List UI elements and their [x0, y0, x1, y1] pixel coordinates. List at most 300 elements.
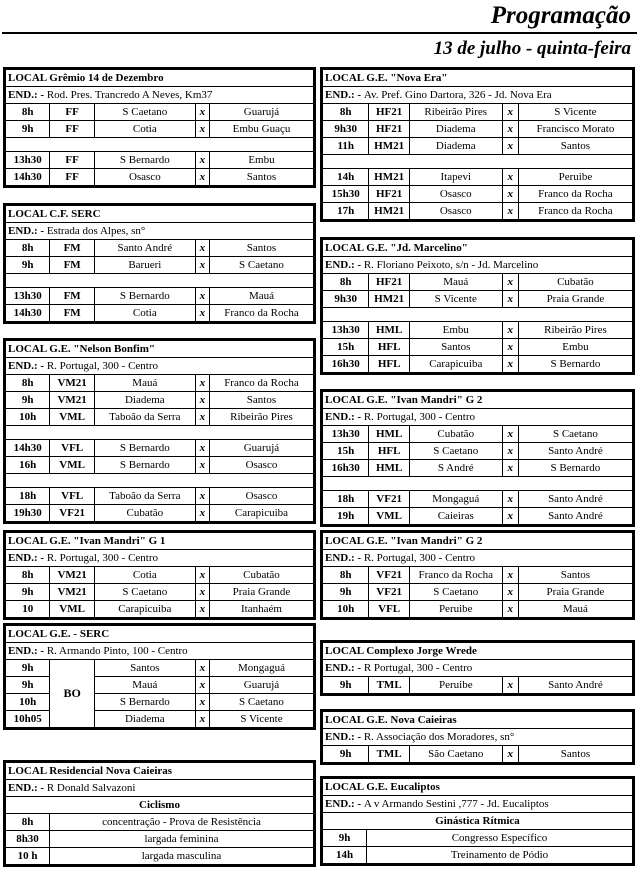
- versus-mark: x: [195, 457, 209, 474]
- category-code: VF21: [369, 584, 409, 601]
- versus-mark: x: [502, 584, 518, 601]
- venue-title: G.E. "Jd. Marcelino": [366, 241, 468, 254]
- team-away: Santo André: [518, 677, 632, 694]
- versus-mark: x: [195, 305, 209, 322]
- category-code: HM21: [369, 138, 409, 155]
- versus-mark: x: [195, 601, 209, 618]
- category-code: VML: [50, 601, 94, 618]
- venue-address: [6, 358, 314, 375]
- venue-title: C.F. SERC: [49, 207, 101, 220]
- event-time: 8h: [6, 814, 50, 831]
- versus-mark: x: [502, 274, 518, 291]
- table-row: [323, 677, 633, 694]
- address-label: END.: -: [325, 88, 364, 101]
- versus-mark: x: [502, 356, 518, 373]
- venue-table: [322, 711, 633, 763]
- match-time: 15h30: [323, 186, 369, 203]
- category-code: VF21: [369, 567, 409, 584]
- table-row: [6, 584, 314, 601]
- spacer-cell: [323, 155, 633, 169]
- category-code: FF: [50, 152, 94, 169]
- versus-mark: x: [195, 505, 209, 522]
- team-home: Peruibe: [409, 677, 502, 694]
- versus-mark: x: [502, 291, 518, 308]
- venue-table: [5, 69, 314, 186]
- spacer-cell: [6, 274, 314, 288]
- versus-mark: x: [195, 257, 209, 274]
- match-time: 18h: [323, 491, 369, 508]
- table-row: [323, 426, 633, 443]
- team-away: Ribeirão Pires: [209, 409, 313, 426]
- local-label: LOCAL: [325, 644, 367, 657]
- versus-mark: x: [502, 322, 518, 339]
- category-code: FM: [50, 288, 94, 305]
- versus-mark: x: [502, 203, 518, 220]
- team-home: Diadema: [94, 392, 195, 409]
- category-code: HFL: [369, 339, 409, 356]
- address-label: END.: -: [325, 551, 364, 564]
- venue-table: [5, 532, 314, 618]
- team-home: Taboão da Serra: [94, 409, 195, 426]
- address-label: END.: -: [8, 644, 47, 657]
- match-time: 9h: [6, 660, 50, 677]
- match-time: 14h30: [6, 169, 50, 186]
- table-row: [6, 392, 314, 409]
- versus-mark: x: [195, 288, 209, 305]
- team-away: Santos: [518, 746, 632, 763]
- match-time: 15h: [323, 443, 369, 460]
- table-row: [6, 288, 314, 305]
- address-text: A v Armando Sestini ,777 - Jd. Eucaliptos: [363, 797, 549, 810]
- venue-title: Grêmio 14 de Dezembro: [49, 71, 164, 84]
- match-time: 9h: [6, 584, 50, 601]
- team-away: Praia Grande: [518, 291, 632, 308]
- address-label: END.: -: [325, 410, 364, 423]
- table-row: [6, 505, 314, 522]
- match-time: 9h: [6, 121, 50, 138]
- team-away: S Caetano: [209, 257, 313, 274]
- match-time: 8h: [6, 375, 50, 392]
- team-home: Caieiras: [409, 508, 502, 525]
- versus-mark: x: [195, 660, 209, 677]
- category-code: FF: [50, 169, 94, 186]
- category-code: HM21: [369, 203, 409, 220]
- category-code: HML: [369, 426, 409, 443]
- versus-mark: x: [195, 694, 209, 711]
- versus-mark: x: [502, 121, 518, 138]
- table-row: [6, 375, 314, 392]
- versus-mark: x: [502, 138, 518, 155]
- team-away: Osasco: [209, 457, 313, 474]
- category-code: HML: [369, 322, 409, 339]
- table-row: [6, 488, 314, 505]
- venue-block: [320, 709, 635, 765]
- team-home: Santos: [409, 339, 502, 356]
- table-row: [6, 104, 314, 121]
- address-label: END.: -: [8, 359, 47, 372]
- venue-table: [5, 625, 314, 728]
- category-code: TML: [369, 677, 409, 694]
- team-home: Diadema: [409, 138, 502, 155]
- venue-name: [323, 643, 633, 660]
- team-away: Santos: [209, 392, 313, 409]
- match-time: 8h: [323, 274, 369, 291]
- team-away: Santos: [209, 169, 313, 186]
- versus-mark: x: [195, 409, 209, 426]
- versus-mark: x: [502, 443, 518, 460]
- match-time: 10h05: [6, 711, 50, 728]
- spacer-cell: [323, 477, 633, 491]
- venue-name: [323, 240, 633, 257]
- team-away: Santo André: [518, 508, 632, 525]
- table-row: [6, 121, 314, 138]
- venue-table: [322, 532, 633, 618]
- category-code: HFL: [369, 356, 409, 373]
- address-text: R. Portugal, 300 - Centro: [363, 551, 476, 564]
- table-row: [323, 104, 633, 121]
- spacer-cell: [323, 308, 633, 322]
- venue-address: [323, 257, 633, 274]
- venue-name: [6, 533, 314, 550]
- match-time: 16h30: [323, 460, 369, 477]
- versus-mark: x: [195, 375, 209, 392]
- versus-mark: x: [195, 152, 209, 169]
- team-home: Cubatão: [94, 505, 195, 522]
- versus-mark: x: [195, 104, 209, 121]
- category-code: HFL: [369, 443, 409, 460]
- table-row: [323, 601, 633, 618]
- versus-mark: x: [502, 426, 518, 443]
- venue-title: G.E. "Nova Era": [366, 71, 448, 84]
- venue-address: [323, 87, 633, 104]
- venue-address: [6, 780, 314, 797]
- team-home: S Bernardo: [94, 152, 195, 169]
- event-description: largada feminina: [50, 831, 314, 848]
- table-row: [323, 274, 633, 291]
- team-home: Barueri: [94, 257, 195, 274]
- venue-block: [3, 530, 316, 620]
- match-time: 8h: [323, 567, 369, 584]
- address-label: END.: -: [325, 661, 364, 674]
- team-away: Santos: [518, 567, 632, 584]
- match-time: 13h30: [6, 152, 50, 169]
- category-code: FF: [50, 104, 94, 121]
- team-away: Franco da Rocha: [209, 305, 313, 322]
- venue-name: [6, 206, 314, 223]
- versus-mark: x: [502, 601, 518, 618]
- match-time: 13h30: [323, 426, 369, 443]
- team-home: Cubatão: [409, 426, 502, 443]
- table-row: [323, 830, 633, 847]
- team-home: Cotia: [94, 305, 195, 322]
- event-time: 8h30: [6, 831, 50, 848]
- table-row: [323, 443, 633, 460]
- spacer-cell: [6, 474, 314, 488]
- venue-table: [322, 391, 633, 525]
- versus-mark: x: [502, 339, 518, 356]
- venue-title: G.E. - SERC: [49, 627, 110, 640]
- category-code: FF: [50, 121, 94, 138]
- team-home: Mauá: [409, 274, 502, 291]
- team-home: Osasco: [409, 186, 502, 203]
- team-away: Guarujá: [209, 440, 313, 457]
- team-home: Santos: [94, 660, 195, 677]
- match-time: 9h: [6, 677, 50, 694]
- address-text: R. Floriano Peixoto, s/n - Jd. Marcelino: [363, 258, 539, 271]
- table-row: [323, 291, 633, 308]
- match-time: 8h: [6, 240, 50, 257]
- match-time: 9h30: [323, 291, 369, 308]
- match-time: 9h: [323, 584, 369, 601]
- venue-title: G.E. "Nelson Bonfim": [49, 342, 155, 355]
- category-code: HML: [369, 460, 409, 477]
- local-label: LOCAL: [8, 534, 50, 547]
- match-time: 19h: [323, 508, 369, 525]
- table-row: [323, 460, 633, 477]
- category-code: VFL: [50, 488, 94, 505]
- venue-name: [323, 392, 633, 409]
- team-home: S Caetano: [409, 443, 502, 460]
- spacer-row: [323, 155, 633, 169]
- local-label: LOCAL: [325, 780, 367, 793]
- team-home: Peruibe: [409, 601, 502, 618]
- match-time: 16h30: [323, 356, 369, 373]
- venue-title: Complexo Jorge Wrede: [366, 644, 477, 657]
- venue-address: [323, 729, 633, 746]
- event-description: Congresso Específico: [367, 830, 633, 847]
- spacer-row: [323, 477, 633, 491]
- local-label: LOCAL: [8, 627, 50, 640]
- event-time: 10 h: [6, 848, 50, 865]
- venue-name: [323, 533, 633, 550]
- venue-address: [6, 643, 314, 660]
- match-time: 16h: [6, 457, 50, 474]
- team-away: Embu: [518, 339, 632, 356]
- table-row: [323, 356, 633, 373]
- sport-title: Ciclismo: [6, 797, 314, 814]
- table-row: [6, 601, 314, 618]
- spacer-row: [6, 274, 314, 288]
- venue-block: [320, 776, 635, 866]
- venue-block: [3, 67, 316, 188]
- versus-mark: x: [502, 508, 518, 525]
- match-time: 18h: [6, 488, 50, 505]
- versus-mark: x: [502, 677, 518, 694]
- team-away: Santo André: [518, 491, 632, 508]
- team-away: Praia Grande: [518, 584, 632, 601]
- team-home: S Bernardo: [94, 440, 195, 457]
- versus-mark: x: [195, 711, 209, 728]
- address-text: R. Portugal, 300 - Centro: [46, 551, 159, 564]
- category-code: VM21: [50, 584, 94, 601]
- table-row: [323, 138, 633, 155]
- match-time: 8h: [6, 104, 50, 121]
- team-home: Mauá: [94, 375, 195, 392]
- venue-name: [323, 712, 633, 729]
- category-code: TML: [369, 746, 409, 763]
- team-home: Santo André: [94, 240, 195, 257]
- match-time: 14h30: [6, 305, 50, 322]
- venue-address: [6, 223, 314, 240]
- team-home: S Caetano: [94, 584, 195, 601]
- venue-title: G.E. Nova Caieiras: [366, 713, 457, 726]
- event-description: concentração - Prova de Resistência: [50, 814, 314, 831]
- team-away: S Bernardo: [518, 356, 632, 373]
- venue-name: [6, 626, 314, 643]
- team-home: Cotia: [94, 121, 195, 138]
- venue-table: [322, 778, 633, 864]
- table-row: [6, 831, 314, 848]
- category-code: HF21: [369, 274, 409, 291]
- team-away: Cubatão: [518, 274, 632, 291]
- table-row: [323, 121, 633, 138]
- match-time: 10: [6, 601, 50, 618]
- address-label: END.: -: [8, 551, 47, 564]
- venue-block: [320, 237, 635, 375]
- team-away: S Vicente: [209, 711, 313, 728]
- table-row: [6, 152, 314, 169]
- venue-name: [323, 70, 633, 87]
- match-time: 9h: [323, 746, 369, 763]
- team-home: Mauá: [94, 677, 195, 694]
- address-label: END.: -: [8, 781, 47, 794]
- match-time: 8h: [6, 567, 50, 584]
- team-away: Franco da Rocha: [518, 186, 632, 203]
- category-code: FM: [50, 257, 94, 274]
- match-time: 9h: [323, 677, 369, 694]
- team-away: Santos: [518, 138, 632, 155]
- venue-title: G.E. "Ivan Mandri" G 2: [366, 534, 483, 547]
- team-home: S Caetano: [94, 104, 195, 121]
- address-text: R Donald Salvazoni: [46, 781, 136, 794]
- address-text: R Portugal, 300 - Centro: [363, 661, 473, 674]
- venue-block: [320, 640, 635, 696]
- venue-name: [323, 779, 633, 796]
- team-away: Ribeirão Pires: [518, 322, 632, 339]
- venue-address: [323, 796, 633, 813]
- event-time: 14h: [323, 847, 367, 864]
- versus-mark: x: [195, 121, 209, 138]
- versus-mark: x: [195, 240, 209, 257]
- team-away: S Bernardo: [518, 460, 632, 477]
- category-code: VM21: [50, 392, 94, 409]
- spacer-row: [6, 138, 314, 152]
- category-code: HF21: [369, 121, 409, 138]
- match-time: 13h30: [323, 322, 369, 339]
- versus-mark: x: [502, 104, 518, 121]
- team-away: Mongaguá: [209, 660, 313, 677]
- team-home: Osasco: [94, 169, 195, 186]
- versus-mark: x: [195, 567, 209, 584]
- team-home: Diadema: [94, 711, 195, 728]
- address-label: END.: -: [325, 258, 364, 271]
- team-away: Franco da Rocha: [518, 203, 632, 220]
- address-text: R. Associação dos Moradores, sn°: [363, 730, 515, 743]
- table-row: [6, 660, 314, 677]
- team-away: Carapicuiba: [209, 505, 313, 522]
- venue-title: G.E. "Ivan Mandri" G 2: [366, 393, 483, 406]
- versus-mark: x: [502, 746, 518, 763]
- table-row: [323, 847, 633, 864]
- team-home: Franco da Rocha: [409, 567, 502, 584]
- venue-block: [3, 623, 316, 730]
- team-away: Mauá: [209, 288, 313, 305]
- team-home: Mongaguá: [409, 491, 502, 508]
- local-label: LOCAL: [8, 764, 50, 777]
- table-row: [323, 322, 633, 339]
- venue-address: [323, 550, 633, 567]
- table-row: [323, 567, 633, 584]
- team-home: Taboão da Serra: [94, 488, 195, 505]
- table-row: [323, 186, 633, 203]
- team-away: Mauá: [518, 601, 632, 618]
- venue-table: [5, 205, 314, 322]
- table-row: [6, 169, 314, 186]
- team-away: Francisco Morato: [518, 121, 632, 138]
- spacer-row: [6, 474, 314, 488]
- match-time: 14h: [323, 169, 369, 186]
- category-code: VF21: [369, 491, 409, 508]
- modality-code: BO: [50, 660, 94, 728]
- local-label: LOCAL: [8, 207, 50, 220]
- team-home: S André: [409, 460, 502, 477]
- table-row: [323, 508, 633, 525]
- team-home: Osasco: [409, 203, 502, 220]
- versus-mark: x: [195, 169, 209, 186]
- team-away: Santo André: [518, 443, 632, 460]
- venue-table: [5, 340, 314, 522]
- header-divider: [2, 32, 637, 34]
- venue-block: [320, 530, 635, 620]
- category-code: VML: [50, 457, 94, 474]
- team-away: Santos: [209, 240, 313, 257]
- team-home: Cotia: [94, 567, 195, 584]
- address-label: END.: -: [8, 224, 47, 237]
- venue-block: [3, 760, 316, 867]
- table-row: [6, 409, 314, 426]
- table-row: [323, 746, 633, 763]
- team-home: S Vicente: [409, 291, 502, 308]
- table-row: [6, 305, 314, 322]
- match-time: 10h: [6, 694, 50, 711]
- team-away: S Caetano: [209, 694, 313, 711]
- versus-mark: x: [502, 460, 518, 477]
- match-time: 11h: [323, 138, 369, 155]
- address-text: Rod. Pres. Trancredo A Neves, Km37: [46, 88, 213, 101]
- local-label: LOCAL: [8, 342, 50, 355]
- spacer-row: [6, 426, 314, 440]
- spacer-cell: [6, 426, 314, 440]
- page-date: 13 de julho - quinta-feira: [433, 38, 631, 59]
- table-row: [6, 457, 314, 474]
- address-label: END.: -: [325, 797, 364, 810]
- category-code: FM: [50, 305, 94, 322]
- venue-block: [3, 203, 316, 324]
- match-time: 10h: [6, 409, 50, 426]
- category-code: HM21: [369, 291, 409, 308]
- versus-mark: x: [195, 584, 209, 601]
- match-time: 10h: [323, 601, 369, 618]
- team-away: Guarujá: [209, 104, 313, 121]
- category-code: VM21: [50, 375, 94, 392]
- venue-address: [6, 550, 314, 567]
- team-home: S Caetano: [409, 584, 502, 601]
- venue-name: [6, 341, 314, 358]
- venue-name: [6, 763, 314, 780]
- address-text: R. Portugal, 300 - Centro: [363, 410, 476, 423]
- match-time: 13h30: [6, 288, 50, 305]
- venue-address: [323, 409, 633, 426]
